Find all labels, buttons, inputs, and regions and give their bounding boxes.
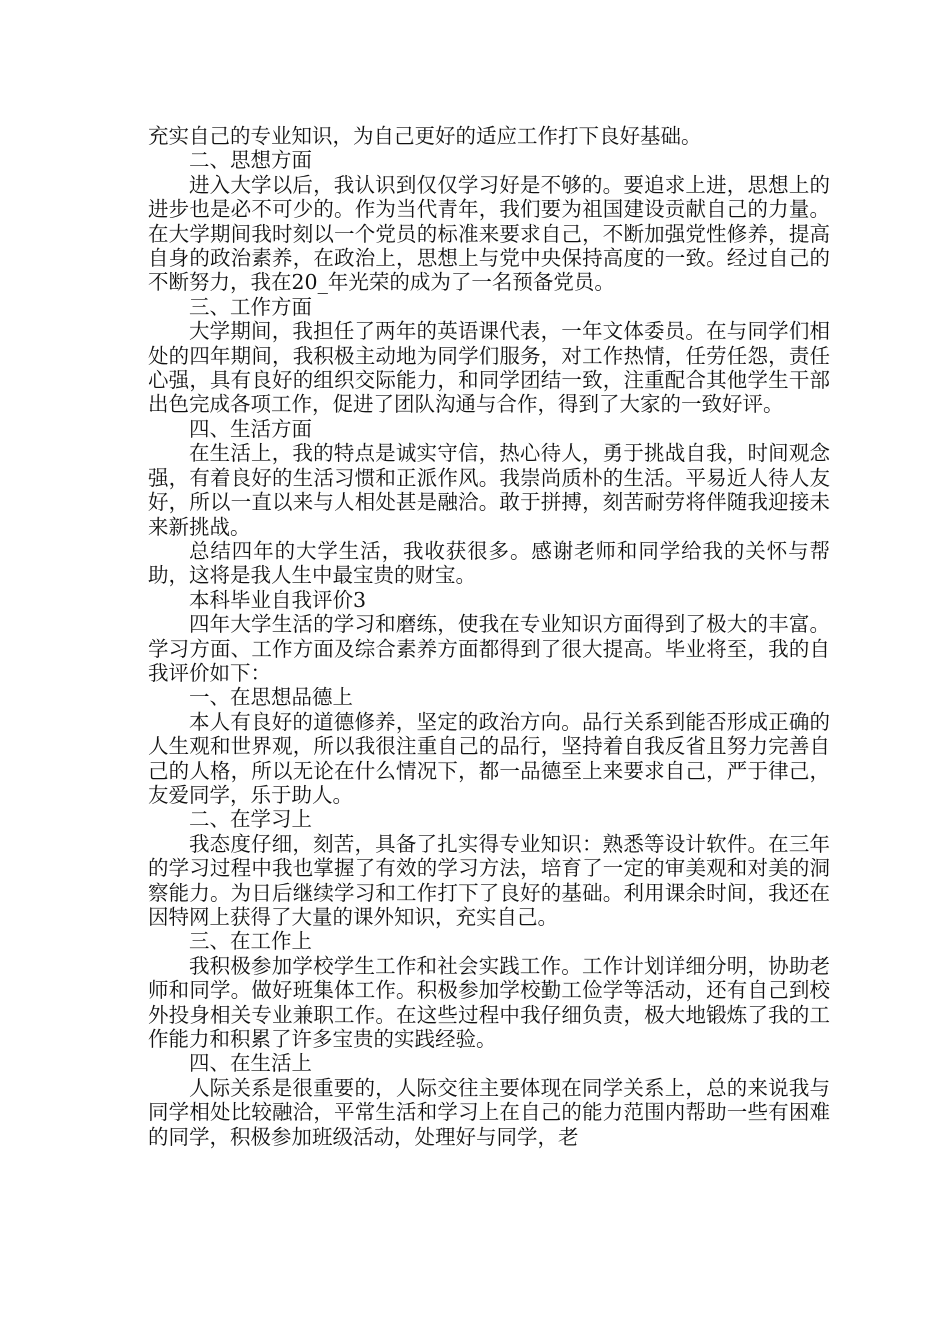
- paragraph: 在生活上，我的特点是诚实守信，热心待人，勇于挑战自我，时间观念强，有着良好的生活习惯和正派作风。我崇尚质朴的生活。平易近人待人友好，所以一直以来与人相处甚是融洽。敢于拼搏，刻苦耐劳将伴随我迎接未来新挑战。: [148, 441, 830, 539]
- document-body: [148, 124, 830, 1149]
- paragraph: 四、在生活上: [189, 1051, 312, 1076]
- paragraph: 三、工作方面: [189, 294, 312, 319]
- paragraph: 本科毕业自我评价3: [189, 587, 367, 612]
- paragraph: 进入大学以后，我认识到仅仅学习好是不够的。要追求上进，思想上的进步也是必不可少的。作为当代青年，我们要为祖国建设贡献自己的力量。在大学期间我时刻以一个党员的标准来要求自己，不断加强党性修养，提高自身的政治素养，在政治上，思想上与党中央保持高度的一致。经过自己的不断努力，我在20_年光荣的成为了一名预备党员。: [148, 172, 830, 295]
- paragraph: 本人有良好的道德修养，坚定的政治方向。品行关系到能否形成正确的人生观和世界观，所以我很注重自己的品行，坚持着自我反省且努力完善自己的人格，所以无论在什么情况下，都一品德至上来要求自己，严于律己，友爱同学，乐于助人。: [148, 709, 830, 807]
- paragraph: 人际关系是很重要的，人际交往主要体现在同学关系上，总的来说我与同学相处比较融洽，平常生活和学习上在自己的能力范围内帮助一些有困难的同学，积极参加班级活动，处理好与同学，老: [148, 1075, 830, 1149]
- paragraph: 充实自己的专业知识，为自己更好的适应工作打下良好基础。: [148, 124, 702, 148]
- paragraph: 一、在思想品德上: [189, 685, 353, 710]
- paragraph: 四年大学生活的学习和磨练，使我在专业知识方面得到了极大的丰富。学习方面、工作方面及综合素养方面都得到了很大提高。毕业将至，我的自我评价如下：: [148, 612, 830, 685]
- paragraph: 我积极参加学校学生工作和社会实践工作。工作计划详细分明，协助老师和同学。做好班集体工作。积极参加学校勤工俭学等活动，还有自己到校外投身相关专业兼职工作。在这些过程中我仔细负责，极大地锻炼了我的工作能力和积累了许多宝贵的实践经验。: [148, 953, 830, 1052]
- paragraph: 大学期间，我担任了两年的英语课代表，一年文体委员。在与同学们相处的四年期间，我积极主动地为同学们服务，对工作热情，任劳任怨，责任心强，具有良好的组织交际能力，和同学团结一致，注重配合其他学生干部出色完成各项工作，促进了团队沟通与合作，得到了大家的一致好评。: [148, 319, 830, 417]
- paragraph: 二、在学习上: [189, 807, 312, 832]
- paragraph: 二、思想方面: [189, 148, 312, 173]
- paragraph: 我态度仔细，刻苦，具备了扎实得专业知识：熟悉等设计软件。在三年的学习过程中我也掌握了有效的学习方法，培育了一定的审美观和对美的洞察能力。为日后继续学习和工作打下了良好的基础。利用课余时间，我还在因特网上获得了大量的课外知识，充实自己。: [148, 831, 830, 929]
- paragraph: 总结四年的大学生活，我收获很多。感谢老师和同学给我的关怀与帮助，这将是我人生中最宝贵的财宝。: [148, 538, 830, 588]
- paragraph: 三、在工作上: [189, 929, 312, 954]
- paragraph: 四、生活方面: [189, 416, 312, 441]
